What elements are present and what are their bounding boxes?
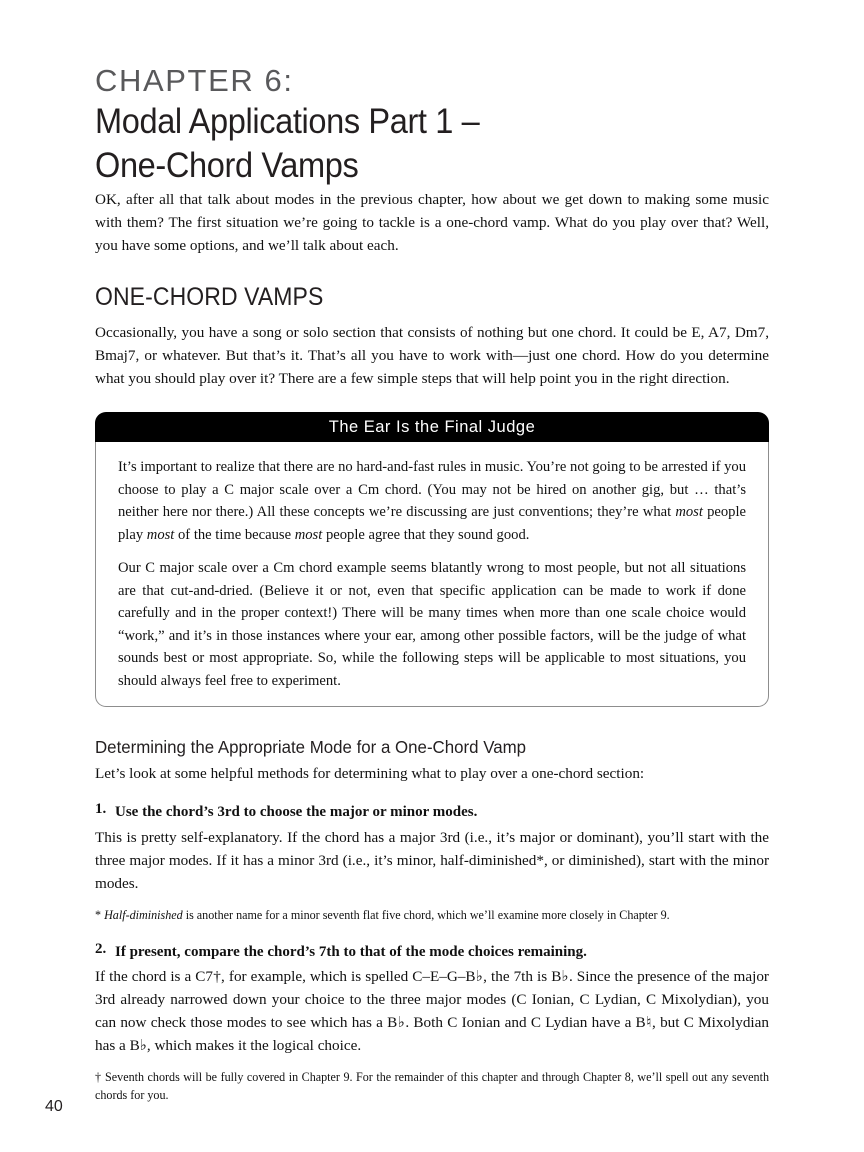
page-number: 40 <box>45 1098 63 1115</box>
section-determining-lead: Let’s look at some helpful methods for determining what to play over a one-chord section: <box>95 765 645 783</box>
tip-p1-seg4: people agree that they sound good. <box>322 526 530 543</box>
section-one-chord-vamps-paragraph: Occasionally, you have a song or solo section that consists of nothing but one chord. It could be E, A7, Dm7, Bmaj7, or whatever. But that’s it. That’s all you have to work with—just one chord. How do you determine what you should play over it? There are a few simple steps that will help point you in the right direction. <box>95 324 769 388</box>
tip-p1-italic1: most <box>675 504 703 521</box>
footnote-asterisk-italic: Half-diminished <box>104 908 183 923</box>
chapter-heading-block <box>95 64 769 188</box>
tip-box <box>95 412 769 707</box>
step-1-number: 1. <box>95 801 107 818</box>
section-heading-one-chord-vamps: ONE-CHORD VAMPS <box>95 283 324 312</box>
step-2-body: If the chord is a C7†, for example, which is spelled C–E–G–B♭, the 7th is B♭. Since the presence of the major 3rd already narrowed down your choice to the three major modes (C Ionian, C Lydian, C Mixolydian), you can now check those modes to see which has a B♭. Both C Ionian and C Lydian have a B♮, but C Mixolydian has a B♭, which makes it the logical choice. <box>95 968 769 1055</box>
tip-p1-italic3: most <box>294 526 323 543</box>
tip-p1-seg2: people play <box>118 504 746 543</box>
tip-box-body <box>95 442 769 707</box>
page-title <box>95 100 722 188</box>
step-2 <box>95 941 769 964</box>
tip-box-paragraph-1 <box>118 456 746 546</box>
intro-paragraph: OK, after all that talk about modes in the previous chapter, how about we get down to making some music with them? The first situation we’re going to tackle is a one-chord vamp. What do you play over that? Well, you have some options, and we’ll talk about each. <box>95 190 769 255</box>
chapter-title-line-2: One-Chord Vamps <box>95 145 359 185</box>
chapter-kicker: CHAPTER 6: <box>95 63 294 98</box>
chapter-title-line-1: Modal Applications Part 1 – <box>95 101 480 141</box>
footnote-dagger: † Seventh chords will be fully covered in Chapter 9. For the remainder of this chapter and through Chapter 8, we’ll spell out any seventh chords for you. <box>95 1070 769 1102</box>
page-content <box>95 64 769 1105</box>
step-1-title: Use the chord’s 3rd to choose the major or minor modes. <box>115 804 478 821</box>
tip-p1-seg1: It’s important to realize that there are no hard-and-fast rules in music. You’re not going to be arrested if you choose to play a C major scale over a Cm chord. (You may not be hired on another gig, but … that’s neither here nor there.) All these concepts we’re discussing are just conventions; they’re what <box>118 459 746 521</box>
tip-p1-seg3: of the time because <box>174 526 295 543</box>
footnote-asterisk-marker: * <box>95 908 102 923</box>
tip-box-title: The Ear Is the Final Judge <box>95 412 769 442</box>
footnote-asterisk-rest: is another name for a minor seventh flat five chord, which we’ll examine more closely in Chapter 9. <box>182 908 670 923</box>
tip-p1-italic2: most <box>146 526 175 543</box>
tip-box-paragraph-2: Our C major scale over a Cm chord example seems blatantly wrong to most people, but not all situations are that cut-and-dried. (Believe it or not, even that specific application can be made to work if done carefully and in the proper context!) There will be many times when more than one scale choice would “work,” and it’s in those instances where your ear, among other possible factors, will be the judge of what sounds best or most appropriate. So, while the following steps will be applicable to most situations, you should always feel free to experiment. <box>118 560 746 689</box>
section-heading-determining-mode: Determining the Appropriate Mode for a One-Chord Vamp <box>95 737 527 758</box>
step-2-title: If present, compare the chord’s 7th to that of the mode choices remaining. <box>115 943 587 960</box>
step-2-number: 2. <box>95 940 107 957</box>
footnote-asterisk <box>95 907 769 925</box>
step-1 <box>95 801 769 824</box>
step-1-body: This is pretty self-explanatory. If the chord has a major 3rd (i.e., it’s major or dominant), you’ll start with the three major modes. If it has a minor 3rd (i.e., it’s minor, half-diminished*, or diminished), start with the minor modes. <box>95 828 769 892</box>
